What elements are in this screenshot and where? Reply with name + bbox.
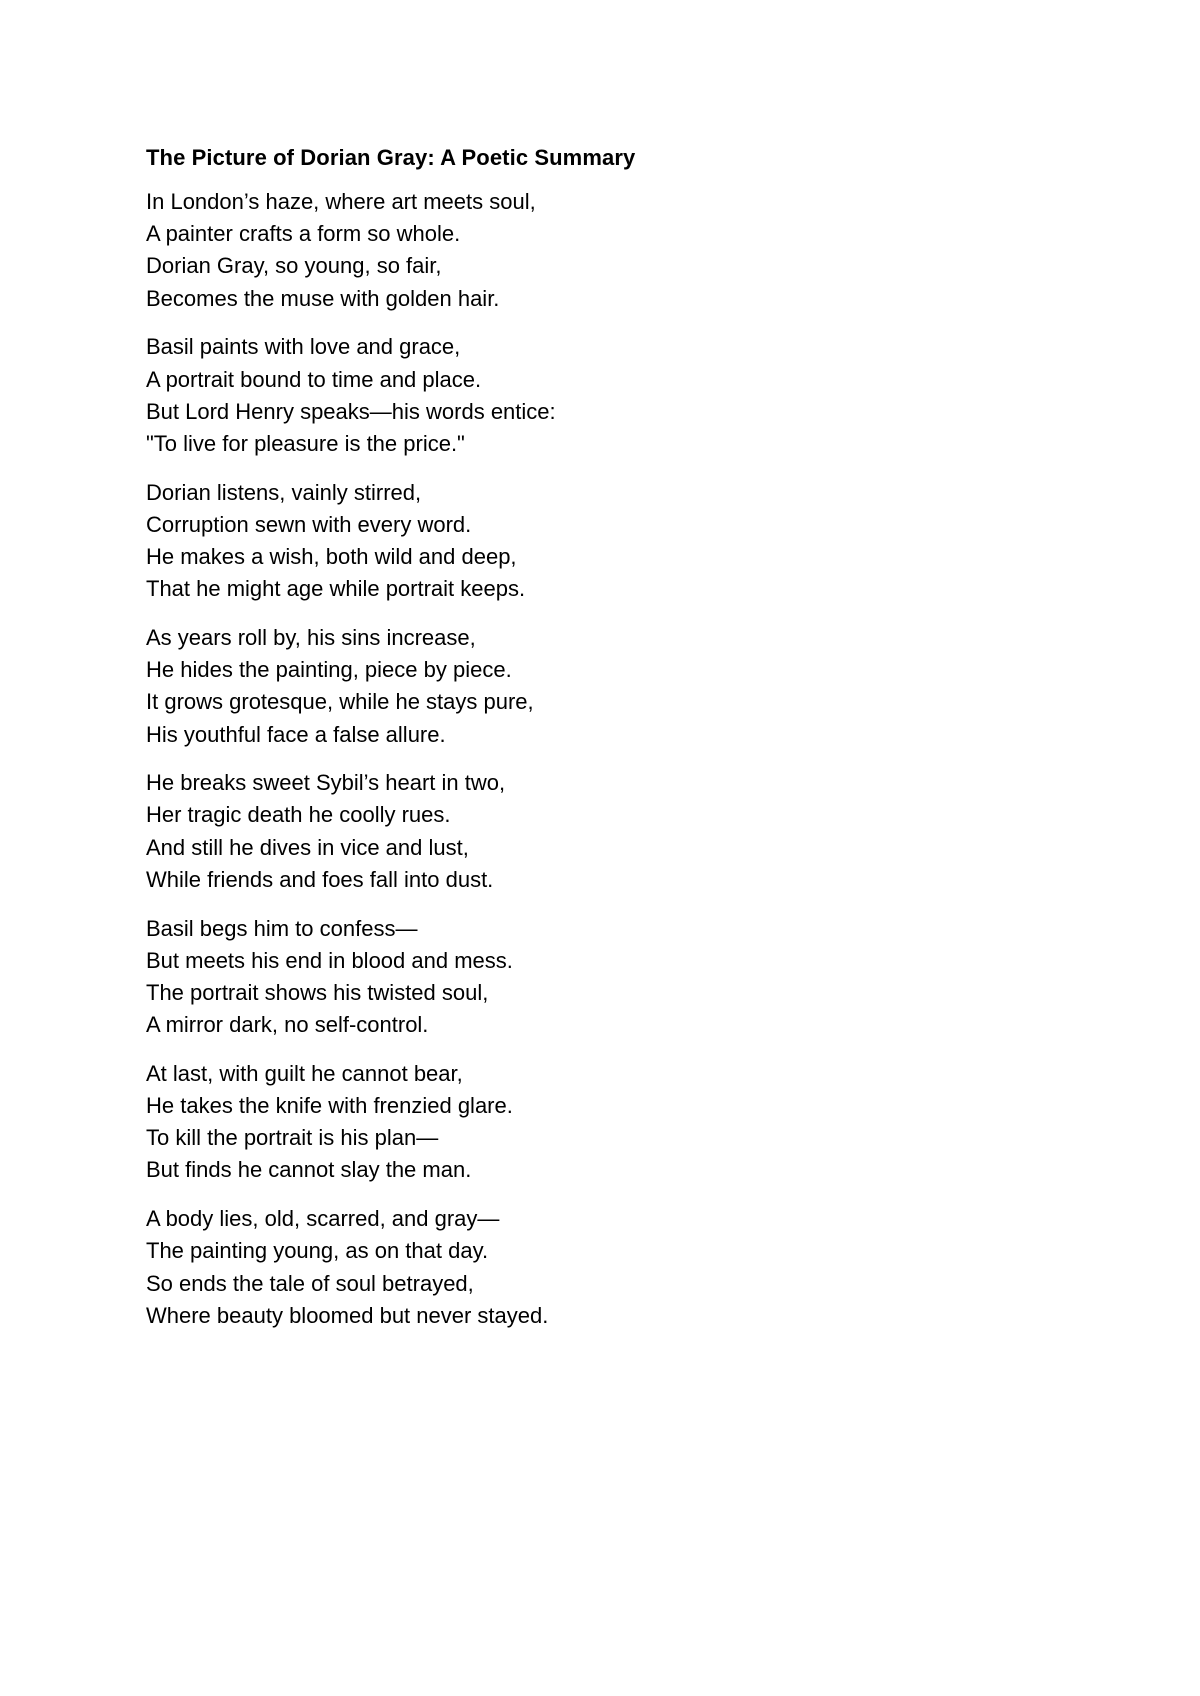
document-page <box>146 142 1106 1349</box>
poem-line: He takes the knife with frenzied glare. <box>146 1093 513 1119</box>
poem-line: Dorian Gray, so young, so fair, <box>146 253 442 279</box>
poem-line: That he might age while portrait keeps. <box>146 576 526 602</box>
stanza-6 <box>146 913 1106 1042</box>
poem-line: But meets his end in blood and mess. <box>146 947 513 973</box>
poem-line: As years roll by, his sins increase, <box>146 624 476 650</box>
stanza-7 <box>146 1058 1106 1187</box>
poem-line: Dorian listens, vainly stirred, <box>146 479 422 505</box>
poem-line: But finds he cannot slay the man. <box>146 1157 472 1183</box>
poem-line: A body lies, old, scarred, and gray— <box>146 1206 500 1232</box>
stanza-3 <box>146 477 1106 606</box>
poem-line: While friends and foes fall into dust. <box>146 866 494 892</box>
stanza-8 <box>146 1203 1106 1332</box>
poem-line: So ends the tale of soul betrayed, <box>146 1270 474 1296</box>
stanza-5 <box>146 767 1106 896</box>
poem-line: The painting young, as on that day. <box>146 1238 489 1264</box>
poem-line: To kill the portrait is his plan— <box>146 1125 439 1151</box>
stanza-1 <box>146 186 1106 315</box>
poem-line: In London’s haze, where art meets soul, <box>146 189 536 214</box>
poem-line: He makes a wish, both wild and deep, <box>146 544 517 570</box>
poem-line: "To live for pleasure is the price." <box>146 430 465 456</box>
poem-line: At last, with guilt he cannot bear, <box>146 1060 463 1086</box>
poem-line: He breaks sweet Sybil’s heart in two, <box>146 770 506 796</box>
poem-line: He hides the painting, piece by piece. <box>146 657 512 683</box>
poem-line: Becomes the muse with golden hair. <box>146 285 500 311</box>
poem-line: The portrait shows his twisted soul, <box>146 979 489 1005</box>
poem-line: Basil paints with love and grace, <box>146 334 461 360</box>
poem-line: But Lord Henry speaks—his words entice: <box>146 398 556 424</box>
poem-line: His youthful face a false allure. <box>146 721 446 747</box>
poem-line: A mirror dark, no self-control. <box>146 1012 429 1038</box>
stanza-2 <box>146 331 1106 460</box>
poem-line: Corruption sewn with every word. <box>146 511 472 537</box>
stanza-4 <box>146 622 1106 751</box>
poem-line: And still he dives in vice and lust, <box>146 834 469 860</box>
poem-line: It grows grotesque, while he stays pure, <box>146 689 534 715</box>
poem-line: Where beauty bloomed but never stayed. <box>146 1302 549 1328</box>
poem-line: A portrait bound to time and place. <box>146 366 482 392</box>
document-title: The Picture of Dorian Gray: A Poetic Summary <box>146 145 636 170</box>
poem-line: Basil begs him to confess— <box>146 915 418 941</box>
poem-line: Her tragic death he coolly rues. <box>146 802 451 828</box>
poem-line: A painter crafts a form so whole. <box>146 221 461 247</box>
